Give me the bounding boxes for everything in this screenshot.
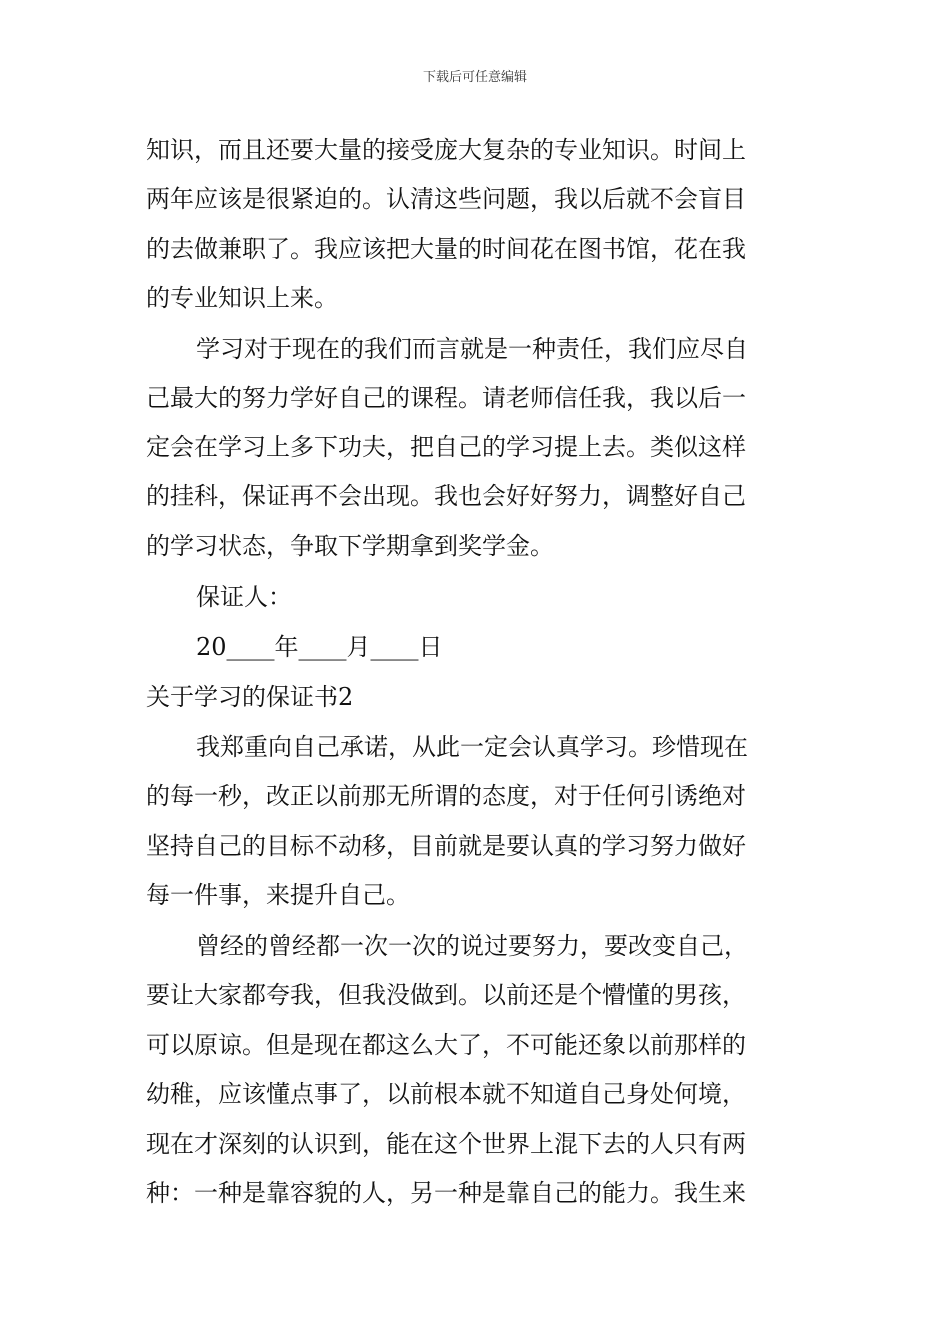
section-title: 关于学习的保证书2 xyxy=(146,683,354,711)
body-line: 的每一秒，改正以前那无所谓的态度，对于任何引诱绝对 xyxy=(146,782,746,810)
body-line: 知识，而且还要大量的接受庞大复杂的专业知识。时间上 xyxy=(146,136,746,164)
body-line: 可以原谅。但是现在都这么大了，不可能还象以前那样的 xyxy=(146,1031,746,1059)
body-line: 种：一种是靠容貌的人，另一种是靠自己的能力。我生来 xyxy=(146,1179,746,1207)
body-line: 两年应该是很紧迫的。认清这些问题，我以后就不会盲目 xyxy=(146,185,746,213)
paragraph-first-line: 学习对于现在的我们而言就是一种责任，我们应尽自 xyxy=(196,335,748,363)
body-line: 己最大的努力学好自己的课程。请老师信任我，我以后一 xyxy=(146,384,746,412)
body-line: 现在才深刻的认识到，能在这个世界上混下去的人只有两 xyxy=(146,1130,746,1158)
paragraph-first-line: 我郑重向自己承诺，从此一定会认真学习。珍惜现在 xyxy=(196,733,748,761)
body-line: 定会在学习上多下功夫，把自己的学习提上去。类似这样 xyxy=(146,433,746,461)
body-line: 的去做兼职了。我应该把大量的时间花在图书馆，花在我 xyxy=(146,235,746,263)
body-line: 的学习状态，争取下学期拿到奖学金。 xyxy=(146,532,554,560)
paragraph-first-line: 曾经的曾经都一次一次的说过要努力，要改变自己， xyxy=(196,932,748,960)
body-line: 要让大家都夸我，但我没做到。以前还是个懵懂的男孩， xyxy=(146,981,746,1009)
body-line: 幼稚，应该懂点事了，以前根本就不知道自己身处何境， xyxy=(146,1080,746,1108)
body-line: 坚持自己的目标不动移，目前就是要认真的学习努力做好 xyxy=(146,832,746,860)
body-line: 每一件事，来提升自己。 xyxy=(146,881,410,909)
body-line: 的专业知识上来。 xyxy=(146,284,338,312)
header-note: 下载后可任意编辑 xyxy=(422,70,527,85)
guarantor-label: 保证人： xyxy=(196,583,292,611)
body-line: 的挂科，保证再不会出现。我也会好好努力，调整好自己 xyxy=(146,482,746,510)
date-line: 20____年____月____日 xyxy=(196,633,443,661)
